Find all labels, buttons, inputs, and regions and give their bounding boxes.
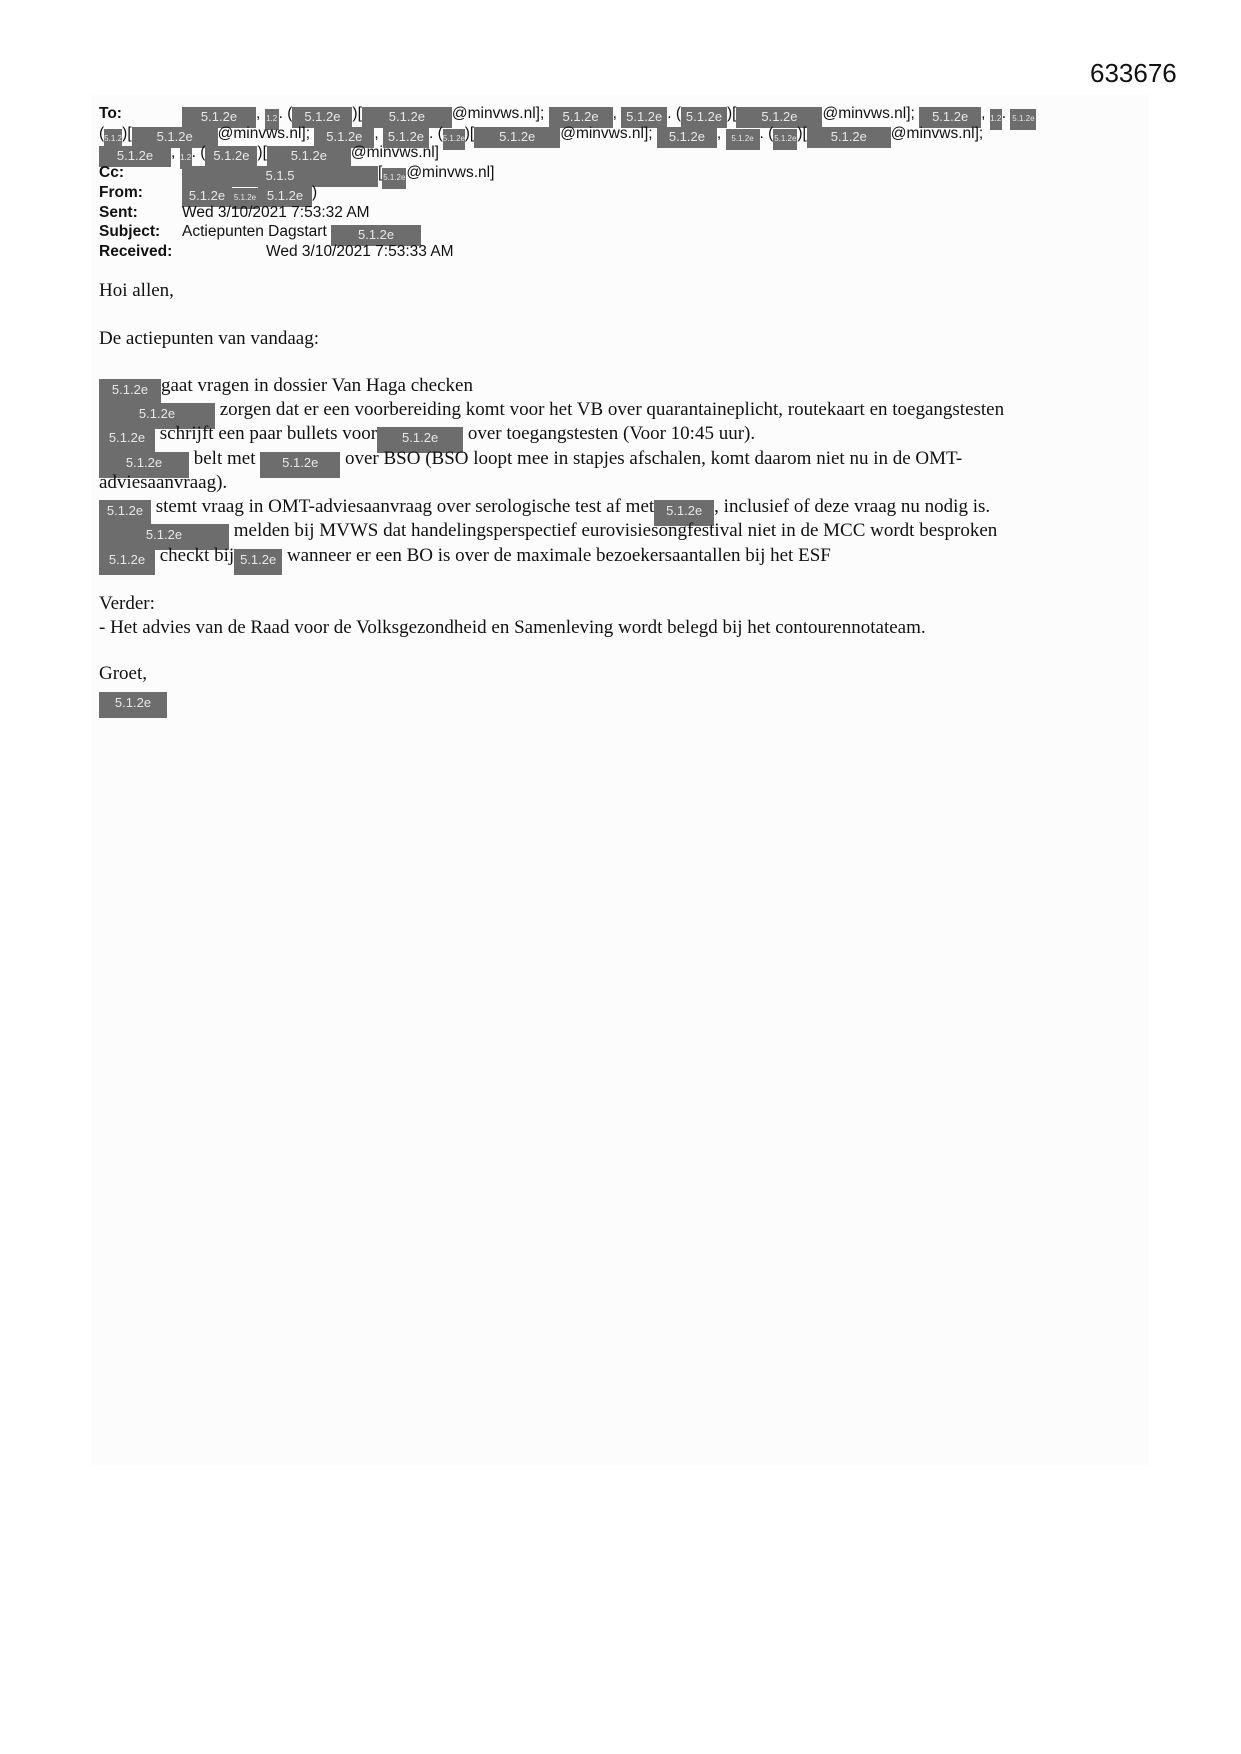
- text-segment: @minvws.nl];: [451, 105, 549, 122]
- body-line: [99, 663, 147, 685]
- text-segment: adviesaanvraag).: [99, 472, 228, 493]
- header-label-from: From:: [99, 184, 143, 201]
- redaction-box: 5.1.2e: [314, 127, 374, 148]
- text-segment: @minvws.nl];: [560, 125, 657, 142]
- text-segment: ,: [981, 105, 990, 122]
- redaction-box: 5.1.2e: [99, 549, 155, 575]
- redaction-box: 5.1.2e: [99, 146, 171, 167]
- header-value: [266, 242, 454, 262]
- redaction-box: 1.2: [990, 109, 1002, 130]
- header-label-sent: Sent:: [99, 204, 138, 221]
- redaction-box: 5.1.2e: [382, 168, 406, 189]
- redaction-box: 5.1.2e: [99, 427, 155, 453]
- text-segment: @minvws.nl]: [406, 164, 495, 181]
- text-segment: , inclusief of deze vraag nu nodig is.: [714, 496, 991, 517]
- body-line: [99, 593, 155, 615]
- text-segment: . (: [759, 125, 774, 142]
- text-segment: )[: [464, 125, 475, 142]
- text-segment: - Het advies van de Raad voor de Volksgezondheid en Samenleving wordt belegd bij het contourennotateam.: [99, 617, 926, 638]
- redaction-box: 5.1.5: [182, 166, 378, 187]
- body-line: [99, 472, 227, 494]
- text-segment: over toegangstesten (Voor 10:45 uur).: [463, 423, 756, 444]
- text-segment: Actiepunten Dagstart: [182, 223, 332, 240]
- text-segment: melden bij MVWS dat handelingsperspectief eurovisiesongfestival niet in de MCC wordt besproken: [229, 520, 998, 541]
- redaction-box: 5.1.2e: [383, 127, 429, 148]
- redaction-box: 5.1.2e: [1010, 109, 1036, 130]
- redaction-box: 5.1.2e: [104, 129, 122, 150]
- text-segment: ,: [716, 125, 726, 142]
- redaction-box: 5.1.2e: [621, 107, 667, 128]
- text-segment: )[: [352, 105, 362, 122]
- text-segment: ,: [374, 125, 383, 142]
- redaction-box: 5.1.2e: [773, 129, 797, 150]
- text-segment: ,: [171, 144, 180, 161]
- redaction-box: 5.1.2e: [99, 692, 167, 718]
- text-segment: )[: [726, 105, 737, 122]
- text-segment: ,: [612, 105, 622, 122]
- text-segment: ,: [256, 105, 265, 122]
- redaction-box: 5.1.2e: [258, 186, 312, 207]
- body-line: [99, 448, 962, 478]
- redaction-box: 5.1.2e: [99, 452, 189, 478]
- redaction-box: 5.1.2e: [182, 107, 256, 128]
- redaction-box: 5.1.2e: [267, 146, 351, 167]
- text-segment: )[: [797, 125, 807, 142]
- header-label-subject: Subject:: [99, 223, 161, 240]
- text-segment: )[: [257, 144, 267, 161]
- text-segment: Hoi allen,: [99, 280, 174, 301]
- redaction-box: 5.1.2e: [132, 127, 218, 148]
- redaction-box: 5.1.2e: [205, 146, 257, 167]
- redaction-box: 5.1.2e: [807, 127, 891, 148]
- redaction-box: 5.1.2e: [99, 403, 215, 429]
- redaction-box: 5.1.2e: [99, 500, 151, 526]
- text-segment: stemt vraag in OMT-adviesaanvraag over serologische test af met: [151, 496, 655, 517]
- redaction-box: 5.1.2e: [474, 127, 560, 148]
- redaction-box: 5.1.2e: [657, 127, 717, 148]
- redaction-box: 5.1.2e: [234, 549, 282, 575]
- text-segment: .: [1001, 105, 1011, 122]
- text-segment: Groet,: [99, 663, 148, 684]
- redaction-box: 5.1.2e: [362, 107, 452, 128]
- redaction-box: 5.1.2e: [736, 107, 822, 128]
- redaction-box: 1.2: [180, 148, 192, 169]
- text-segment: )[: [122, 125, 132, 142]
- text-segment: over BSO (BSO loopt mee in stapjes afschalen, komt daarom niet nu in de OMT-: [340, 448, 963, 469]
- text-segment: @minvws.nl];: [217, 125, 315, 142]
- text-segment: @minvws.nl];: [822, 105, 920, 122]
- text-segment: [: [378, 164, 383, 181]
- text-segment: . (: [278, 105, 293, 122]
- redaction-box: 5.1.2e: [681, 107, 727, 128]
- header-label-cc: Cc:: [99, 164, 124, 181]
- text-segment: Wed 3/10/2021 7:53:33 AM: [266, 243, 454, 260]
- text-segment: . (: [667, 105, 681, 122]
- text-segment: De actiepunten van vandaag:: [99, 328, 319, 349]
- header-value: [182, 203, 370, 223]
- header-label-to: To:: [99, 105, 122, 122]
- text-segment: wanneer er een BO is over de maximale bezoekersaantallen bij het ESF: [282, 545, 831, 566]
- redaction-box: 5.1.2e: [654, 500, 714, 526]
- redaction-box: 5.1.2e: [99, 524, 229, 550]
- body-line: [99, 280, 174, 302]
- text-segment: ): [312, 184, 318, 201]
- scan-background: [90, 95, 1150, 1465]
- text-segment: zorgen dat er een voorbereiding komt voor het VB over quarantaineplicht, routekaart en toegangstesten: [215, 399, 1005, 420]
- text-segment: . (: [428, 125, 443, 142]
- text-segment: @minvws.nl];: [890, 125, 984, 142]
- redaction-box: 5.1.2e: [292, 107, 352, 128]
- redaction-box: 5.1.2e: [726, 129, 760, 150]
- text-segment: belt met: [189, 448, 261, 469]
- text-segment: checkt bij: [155, 545, 235, 566]
- redaction-box: 5.1.2e: [260, 452, 340, 478]
- redaction-box: 5.1.2e: [182, 186, 232, 207]
- header-label-received: Received:: [99, 243, 173, 260]
- redaction-box: 5.1.2e: [99, 379, 161, 405]
- body-line: [99, 688, 167, 718]
- redaction-box: 5.1.2e: [377, 427, 463, 453]
- text-segment: @minvws.nl]: [350, 144, 439, 161]
- body-line: [99, 545, 831, 575]
- redaction-box: 5.1.2e: [331, 225, 421, 246]
- text-segment: Wed 3/10/2021 7:53:32 AM: [182, 204, 370, 221]
- body-line: [99, 617, 926, 639]
- text-segment: schrijft een paar bullets voor: [155, 423, 378, 444]
- text-segment: (: [99, 125, 105, 142]
- redaction-box: 1.2: [265, 109, 279, 130]
- text-segment: Verder:: [99, 593, 155, 614]
- text-segment: gaat vragen in dossier Van Haga checken: [161, 375, 473, 396]
- document-number: 633676: [1090, 58, 1177, 88]
- redaction-box: 5.1.2e: [232, 188, 258, 209]
- text-segment: . (: [191, 144, 206, 161]
- redaction-box: 5.1.2e: [549, 107, 613, 128]
- body-line: [99, 328, 319, 350]
- redaction-box: 5.1.2e: [443, 129, 465, 150]
- redaction-box: 5.1.2e: [919, 107, 981, 128]
